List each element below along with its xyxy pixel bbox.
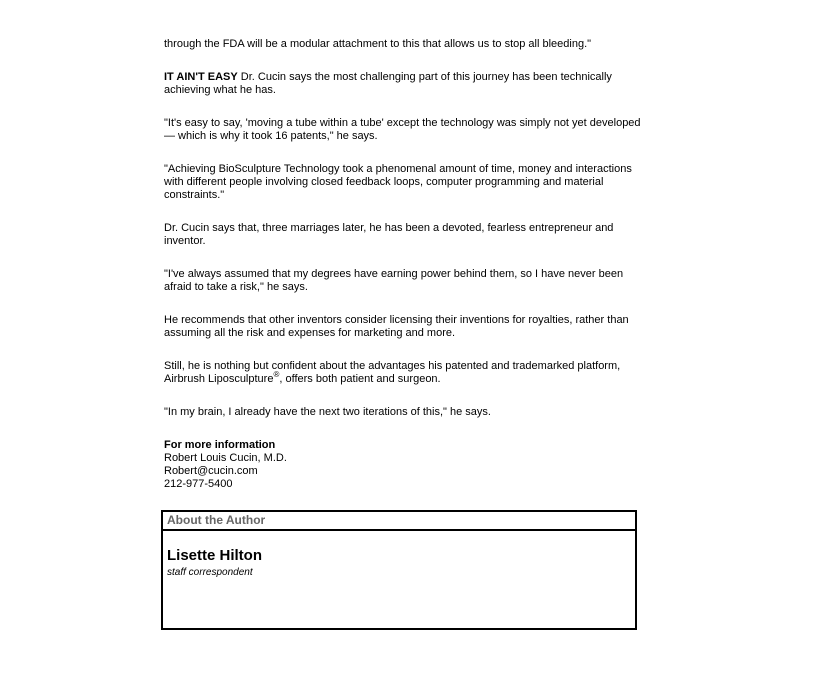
author-role: staff correspondent — [167, 567, 253, 578]
contact-name: Robert Louis Cucin, M.D. — [164, 452, 287, 464]
author-box — [161, 510, 637, 630]
author-name: Lisette Hilton — [167, 547, 263, 564]
section-heading: IT AIN'T EASY — [164, 71, 238, 83]
contact-phone: 212-977-5400 — [164, 478, 233, 490]
article-paragraph: He recommends that other inventors consider licensing their inventions for royalties, rather than assuming all the risk and expenses for marketing and more. — [164, 314, 629, 339]
author-box-header: About the Author — [163, 512, 635, 531]
contact-info-title: For more information — [164, 439, 276, 451]
registered-mark: ® — [273, 370, 280, 379]
article-paragraph: through the FDA will be a modular attachment to this that allows us to stop all bleeding." — [164, 38, 592, 50]
article-paragraph: IT AIN'T EASY Dr. Cucin says the most challenging part of this journey has been technically achieving what he has. — [164, 71, 612, 96]
article-paragraph: "In my brain, I already have the next two iterations of this," he says. — [164, 406, 491, 418]
contact-info — [164, 439, 644, 491]
article-paragraph: Dr. Cucin says that, three marriages later, he has been a devoted, fearless entrepreneur and inventor. — [164, 222, 614, 247]
article-paragraph: "Achieving BioSculpture Technology took a phenomenal amount of time, money and interactions with different people involving closed feedback loops, computer programming and material constraints." — [164, 163, 632, 201]
contact-email: Robert@cucin.com — [164, 465, 258, 477]
article-paragraph: "It's easy to say, 'moving a tube within a tube' except the technology was simply not yet developed — which is why it took 16 patents," he says. — [164, 117, 641, 142]
article-body — [164, 38, 644, 491]
article-paragraph: "I've always assumed that my degrees have earning power behind them, so I have never been afraid to take a risk," he says. — [164, 268, 624, 293]
article-paragraph: Still, he is nothing but confident about the advantages his patented and trademarked platform, Airbrush Liposculpture®, offers both patient and surgeon. — [164, 360, 621, 385]
